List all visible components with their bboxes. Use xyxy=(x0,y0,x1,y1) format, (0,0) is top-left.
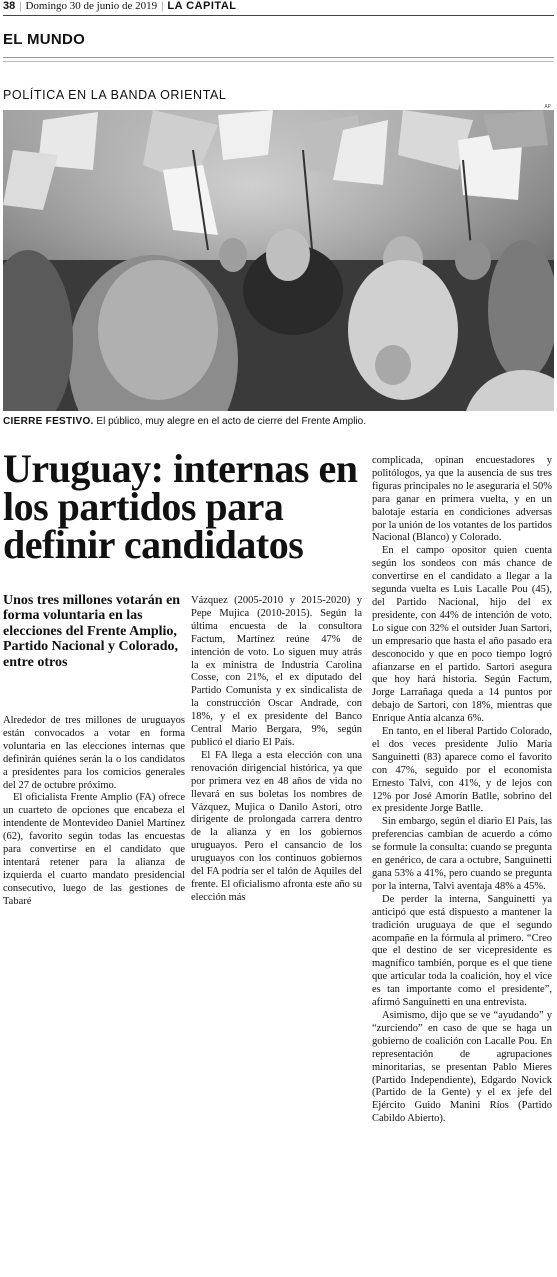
body-column-1 xyxy=(3,715,185,909)
paragraph: En tanto, en el liberal Partido Colorado, el dos veces presidente Julio María Sanguinetti (83) aparece como el favorito con 47%, seguido por el economista Ernesto Talvi, con 41%, y de lejos con 12% por José Amorín Batlle, sobrino del ex presidente Jorge Batlle. xyxy=(372,726,552,815)
issue-date: Domingo 30 de junio de 2019 xyxy=(25,0,158,12)
body-column-3 xyxy=(372,455,552,1126)
page-header: 38 | Domingo 30 de junio de 2019 | LA CAPITAL xyxy=(3,0,237,12)
paragraph: complicada, opinan encuestadores y politólogos, ya que la ausencia de sus tres figuras principales no le aseguraría el 50% para ganar en primera vuelta, y en un balotaje estaría en condiciones adversas por la unión de los votantes de los partidos Nacional (Blanco) y Colorado. xyxy=(372,455,552,544)
caption-label: CIERRE FESTIVO. xyxy=(3,416,94,427)
paragraph: El oficialista Frente Amplio (FA) ofrece un cuarteto de opciones que encabeza el intendente de Montevideo Daniel Martínez (62), favorito según todas las encuestas para convertirse en el candidato que intentará retener para la alianza de izquierda el cuarto mandato presidencial consecutivo, luego de las gestiones de Tabaré xyxy=(3,792,185,907)
paragraph: Vázquez (2005-2010 y 2015-2020) y Pepe Mujica (2010-2015). Según la última encuesta de la consultora Factum, Martínez reúne 47% de intención de voto. Lo siguen muy atrás la ex ministra de Industria Carolina Cosse, con 21%, el ex diputado del Partido Comunista y ex sindicalista de la construcción Oscar Andrade, con 18%, y el ex presidente del Banco Central Mario Bergara, 9%, según publicó el diario El País. xyxy=(191,595,362,748)
paragraph: En el campo opositor quien cuenta según los sondeos con más chance de convertirse en el candidato a llegar a la segunda vuelta es Luis Lacalle Pou (45), del Partido Nacional, hijo del ex presidente, con 44% de intención de voto. Lo sigue con 32% el outsider Juan Sartori, un empresario que hasta el año pasado era desconocido y que en poco tiempo logró afianzarse en el partido. Sartori asegura que hoy hará historia. Según Factum, Jorge Larrañaga queda a 14 puntos por debajo de Sartori, con 18%, mientras que Enrique Antía alcanza 6%. xyxy=(372,545,552,725)
section-rule-top xyxy=(3,57,554,58)
photo-credit: AP xyxy=(544,104,551,110)
body-column-2 xyxy=(191,595,362,905)
kicker: POLÍTICA EN LA BANDA ORIENTAL xyxy=(3,88,227,102)
section-title: EL MUNDO xyxy=(3,31,86,48)
section-rule-bottom xyxy=(3,61,554,62)
paragraph: Alrededor de tres millones de uruguayos están convocados a votar en forma voluntaria en las elecciones internas que definirán quiénes serán la o los candidatos a presidentes para los comicios generales del 27 de octubre próximo. xyxy=(3,715,185,791)
paragraph: Asimismo, dijo que se ve “ayudando” y “zurciendo” en caso de que se haga un gobierno de coalición con Lacalle Pou. En representación de agrupaciones minoritarias, se presentan Pablo Mieres (Partido Independiente), Edgardo Novick (Partido de la Gente) y el ex jefe del Ejército Guido Manini Ríos (Partido Cabildo Abierto). xyxy=(372,1009,552,1125)
deck: Unos tres millones votarán en forma voluntaria en las elecciones del Frente Amplio, Partido Nacional y Colorado, entre otros xyxy=(3,593,181,670)
headline: Uruguay: internas en los partidos para definir candidatos xyxy=(3,446,358,567)
paragraph: Sin embargo, según el diario El País, las preferencias cambian de acuerdo a cómo se formule la consulta: cuando se pregunta en genérico, de cara a octubre, Sanguinetti gana 53% a 41%, pero cuando se pregunta por la interna, Talvi aventaja 48% a 45%. xyxy=(372,816,552,892)
paragraph: El FA llega a esta elección con una renovación dirigencial histórica, ya que por primera vez en 48 años de vida no llevará en sus boletas los nombres de Vázquez, Mujica o Danilo Astori, otro dirigente de prolongada carrera dentro de la alianza y en los gobiernos uruguayos. Pero el cansancio de los uruguayos con los continuos gobiernos del FA podría ser el talón de Aquiles del frente. El oficialismo afronta este año su elección más xyxy=(191,749,362,903)
header-rule xyxy=(3,15,554,16)
caption-text: El público, muy alegre en el acto de cierre del Frente Amplio. xyxy=(93,416,366,427)
publication-name: LA CAPITAL xyxy=(167,0,237,12)
paragraph: De perder la interna, Sanguinetti ya anticipó que está dispuesto a mantener la tradición uruguaya de que el segundo acompañe en la fórmula al primero. “Creo que el destino de ser vicepresidente es magnífico también, porque es el que tiene que articular toda la coalición, hoy el vice es tan importante como el presidente”, afirmó Sanguinetti en una entrevista. xyxy=(372,893,552,1009)
photo-caption xyxy=(3,416,554,428)
page-number: 38 xyxy=(3,0,16,12)
crowd-photo-illustration xyxy=(3,110,554,411)
news-photo xyxy=(3,110,554,411)
